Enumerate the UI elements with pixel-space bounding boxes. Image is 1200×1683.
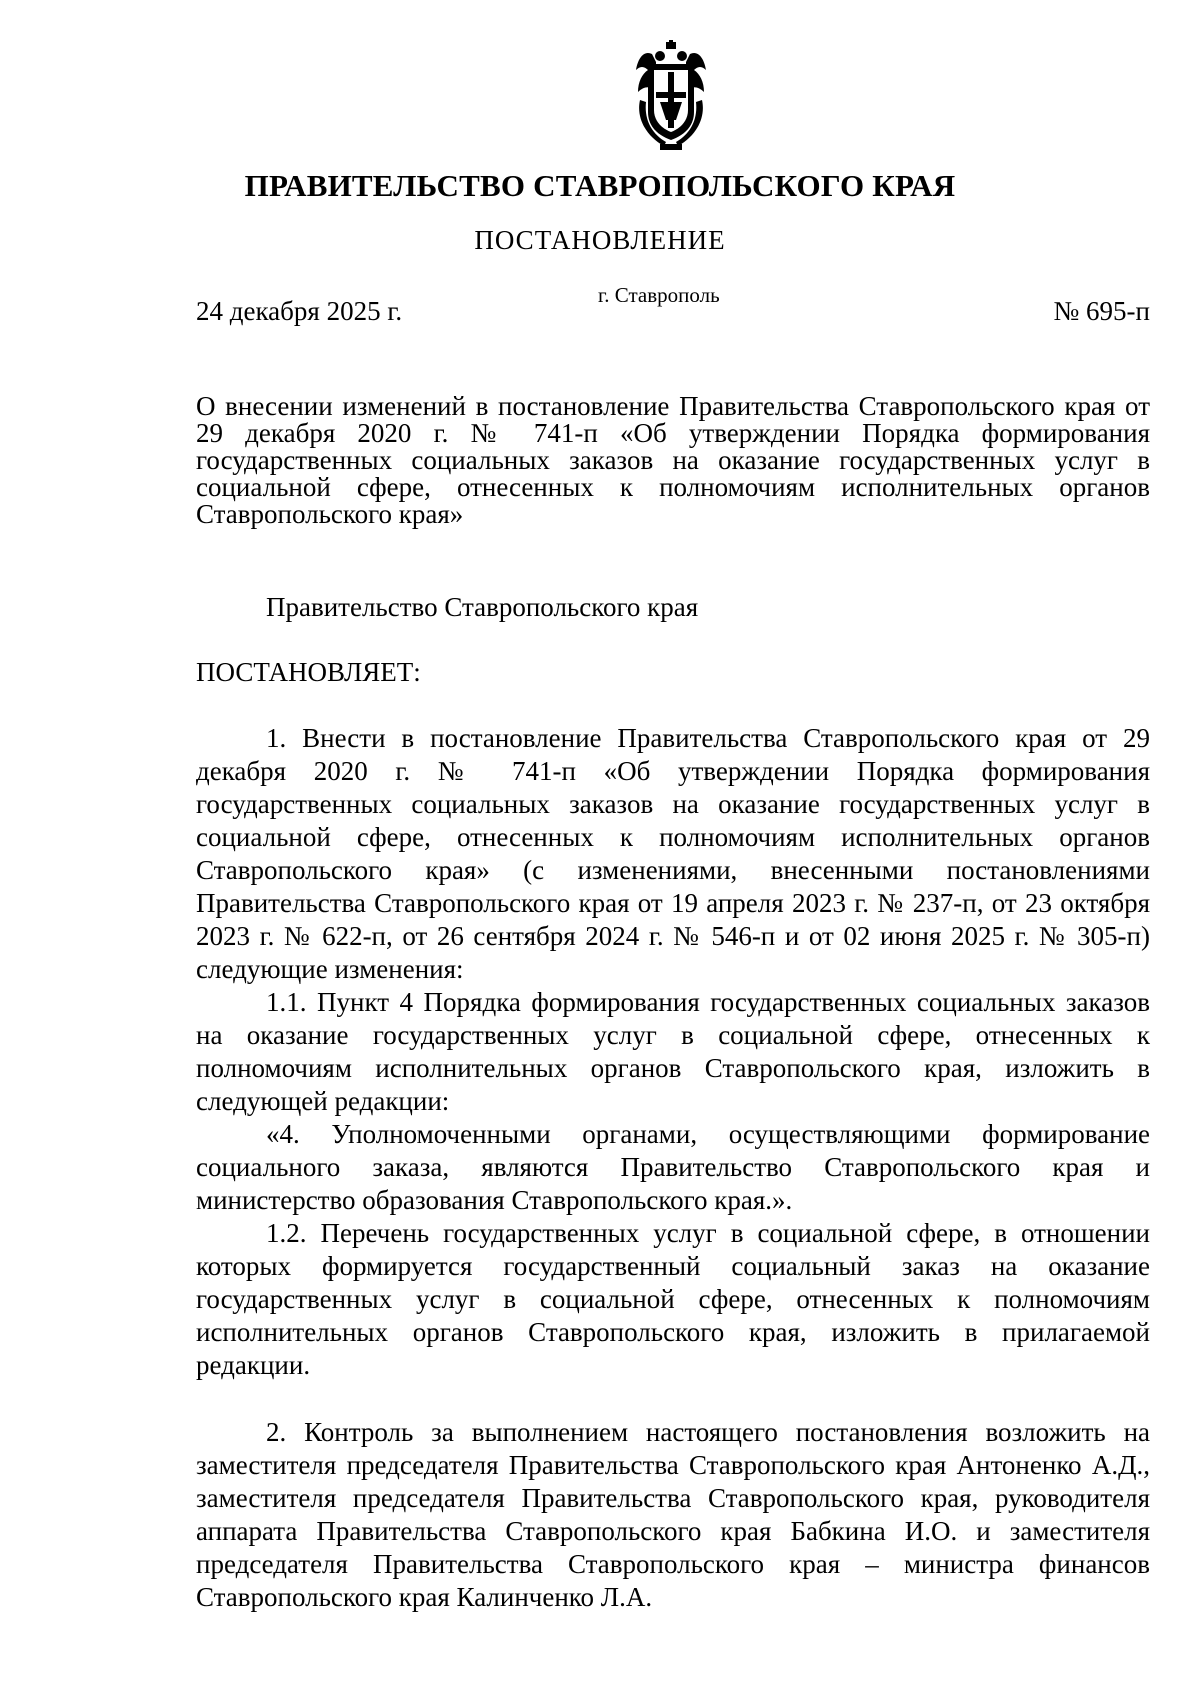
paragraph-2: 2. Контроль за выполнением настоящего постановления возложить на заместителя председателя Правительства Ставропольского края Антоненко А.Д., заместителя председателя Правительства Ставропольского края, руководителя аппарата Правительства Ставропольского края Бабкина И.О. и заместителя председателя Правительства Ставропольского края – министра финансов Ставропольского края Калинченко Л.А. [196, 1417, 1150, 1612]
document-subject: О внесении изменений в постановление Правительства Ставропольского края от 29 декабря 2020 г. № 741-п «Об утверждении Порядка формирования государственных социальных заказов на оказание государственных услуг в социальной сфере, отнесенных к полномочиям исполнительных органов Ставропольского края» [196, 391, 1150, 529]
document-body [196, 722, 1150, 1614]
coat-of-arms-icon [630, 40, 712, 152]
document-city: г. Ставрополь [598, 283, 720, 307]
document-type: ПОСТАНОВЛЕНИЕ [474, 225, 726, 255]
document-number: № 695-п [1053, 296, 1150, 326]
organization-title: ПРАВИТЕЛЬСТВО СТАВРОПОЛЬСКОГО КРАЯ [244, 168, 956, 203]
document-date: 24 декабря 2025 г. [196, 296, 403, 326]
preamble-government: Правительство Ставропольского края [266, 592, 699, 622]
paragraph-1-1: 1.1. Пункт 4 Порядка формирования государственных социальных заказов на оказание государственных услуг в социальной сфере, отнесенных к полномочиям исполнительных органов Ставропольского края, изложить в следующей редакции: [196, 987, 1150, 1116]
preamble-resolves: ПОСТАНОВЛЯЕТ: [196, 657, 421, 687]
paragraph-1: 1. Внести в постановление Правительства Ставропольского края от 29 декабря 2020 г. № 741-п «Об утверждении Порядка формирования государственных социальных заказов на оказание государственных услуг в социальной сфере, отнесенных к полномочиям исполнительных органов Ставропольского края» (с изменениями, внесенными постановлениями Правительства Ставропольского края от 19 апреля 2023 г. № 237-п, от 23 октября 2023 г. № 622-п, от 26 сентября 2024 г. № 546-п и от 02 июня 2025 г. № 305-п) следующие изменения: [196, 723, 1150, 984]
paragraph-quote-4: «4. Уполномоченными органами, осуществляющими формирование социального заказа, являются Правительство Ставропольского края и министерство образования Ставропольского края.». [196, 1119, 1150, 1215]
paragraph-1-2: 1.2. Перечень государственных услуг в социальной сфере, в отношении которых формируется государственный социальный заказ на оказание государственных услуг в социальной сфере, отнесенных к полномочиям исполнительных органов Ставропольского края, изложить в прилагаемой редакции. [196, 1218, 1150, 1380]
